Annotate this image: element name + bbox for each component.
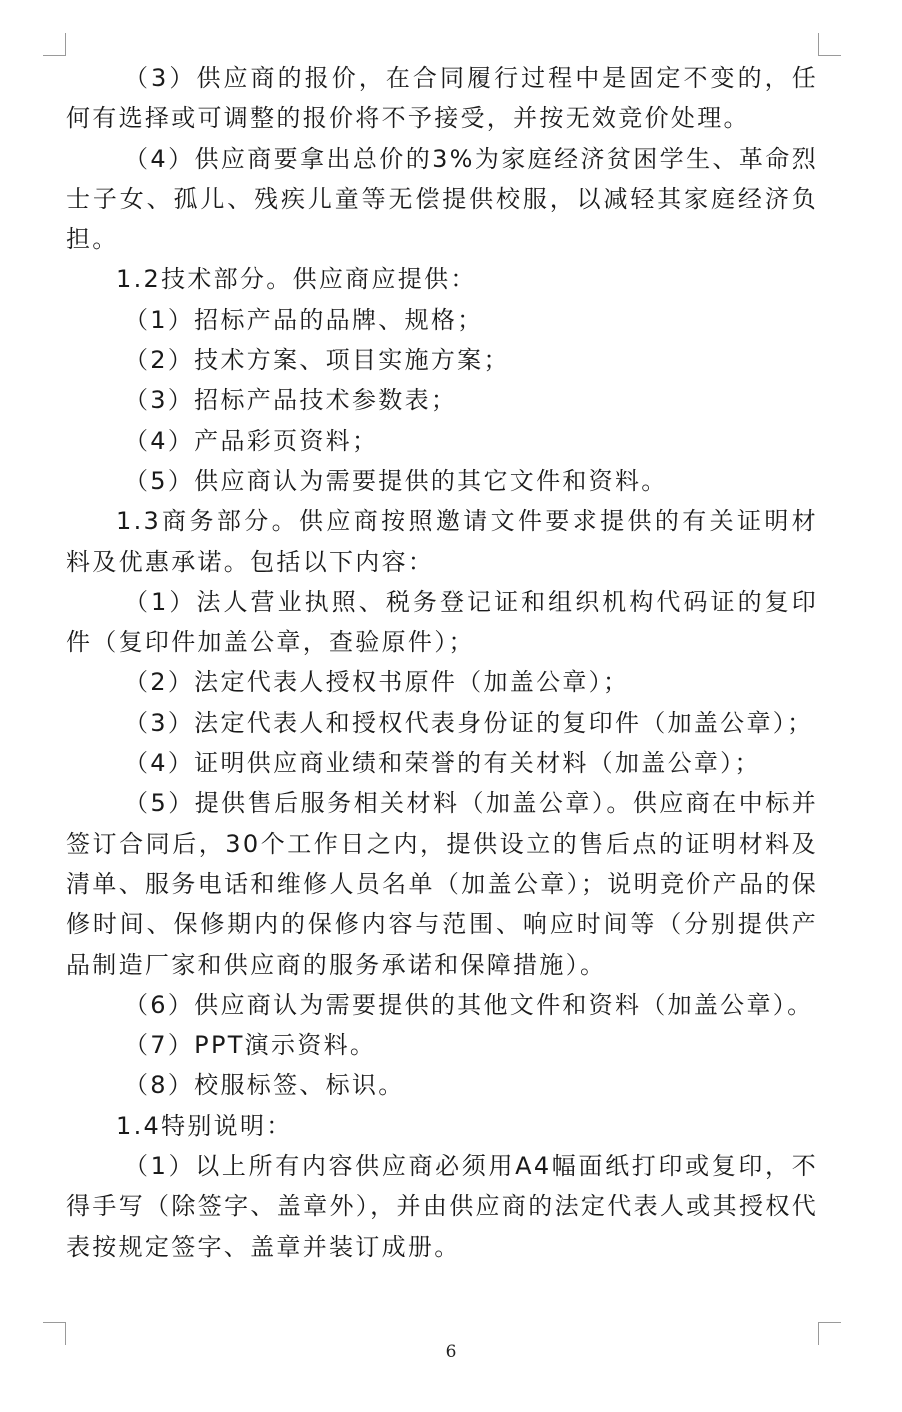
section-heading-technical: 1.2技术部分。供应商应提供： xyxy=(116,265,477,294)
list-item-technical-4: （4）产品彩页资料； xyxy=(124,426,379,455)
crop-mark-top-left xyxy=(43,33,66,56)
list-item-commercial-7: （7）PPT演示资料。 xyxy=(124,1031,377,1060)
list-item-commercial-5: （5）提供售后服务相关材料（加盖公章）。供应商在中标并签订合同后，30个工作日之内，提供设立的售后点的证明材料及清单、服务电话和维修人员名单（加盖公章）；说明竞价产品的保修时间、保修期内的保修内容与范围、响应时间等（分别提供产品制造厂家和供应商的服务承诺和保障措施）。 xyxy=(66,789,818,979)
document-body xyxy=(66,58,818,1267)
section-heading-commercial: 1.3商务部分。供应商按照邀请文件要求提供的有关证明材料及优惠承诺。包括以下内容： xyxy=(66,507,818,576)
page-number: 6 xyxy=(445,1342,457,1362)
list-item-technical-2: （2）技术方案、项目实施方案； xyxy=(124,346,510,375)
list-item-commercial-3: （3）法定代表人和授权代表身份证的复印件（加盖公章）； xyxy=(124,708,814,737)
list-item-special-1: （1）以上所有内容供应商必须用A4幅面纸打印或复印，不得手写（除签字、盖章外），并由供应商的法定代表人或其授权代表按规定签字、盖章并装订成册。 xyxy=(66,1152,818,1261)
crop-mark-top-right xyxy=(818,33,841,56)
paragraph-price-fixed: （3）供应商的报价，在合同履行过程中是固定不变的，任何有选择或可调整的报价将不予接受，并按无效竞价处理。 xyxy=(66,64,818,133)
list-item-commercial-2: （2）法定代表人授权书原件（加盖公章）； xyxy=(124,668,630,697)
list-item-technical-3: （3）招标产品技术参数表； xyxy=(124,386,458,415)
section-heading-special-notes: 1.4特别说明： xyxy=(116,1111,293,1140)
list-item-technical-1: （1）招标产品的品牌、规格； xyxy=(124,305,484,334)
list-item-commercial-1: （1）法人营业执照、税务登记证和组织机构代码证的复印件（复印件加盖公章，查验原件）； xyxy=(66,587,818,657)
list-item-commercial-8: （8）校服标签、标识。 xyxy=(124,1071,405,1100)
paragraph-free-uniforms: （4）供应商要拿出总价的3%为家庭经济贫困学生、革命烈士子女、孤儿、残疾儿童等无偿提供校服，以减轻其家庭经济负担。 xyxy=(66,144,818,254)
list-item-technical-5: （5）供应商认为需要提供的其它文件和资料。 xyxy=(124,466,668,495)
list-item-commercial-6: （6）供应商认为需要提供的其他文件和资料（加盖公章）。 xyxy=(124,990,814,1019)
list-item-commercial-4: （4）证明供应商业绩和荣誉的有关材料（加盖公章）； xyxy=(124,749,761,778)
